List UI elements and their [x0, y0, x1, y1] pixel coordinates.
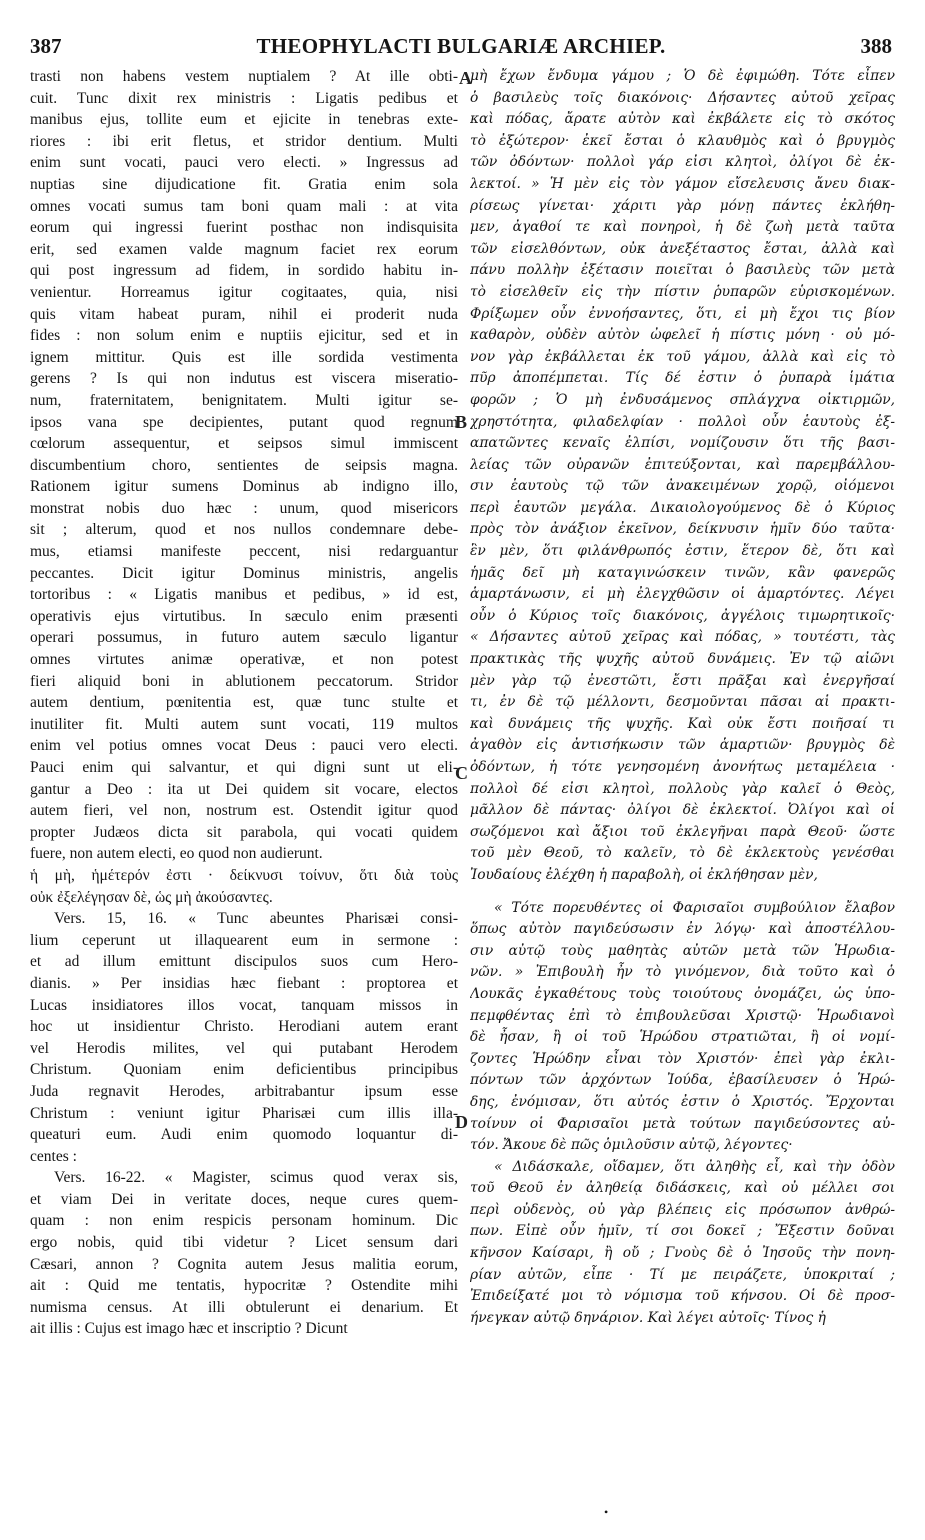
greek-text-line: μὲν γὰρ τῷ ἐνεστῶτι, ἔστι πρᾶξαι καὶ ἐνεργῆσαί: [470, 672, 895, 689]
latin-text-line: numisma census. At illi obtulerunt ei denarium. Et: [30, 1298, 458, 1316]
greek-text-line: τῶν ὀδόντων· πολλοὶ γάρ εἰσι κλητοὶ, ὀλίγοι δὲ ἐκ-: [470, 154, 895, 171]
latin-text-line: dianis. » Per insidias hæc fiebant : proptorea et: [30, 974, 458, 992]
greek-text-line: τὸ ἐξώτερον· ἐκεῖ ἔσται ὁ κλαυθμὸς καὶ ὁ βρυγμὸς: [470, 132, 895, 149]
latin-text-line: inutiliter fit. Multi autem sunt vocati, 119 multos: [30, 715, 458, 733]
latin-text-line: operativis ejus virtutibus. In sæculo enim præsenti: [30, 607, 458, 625]
latin-text-line: fuere, non autem electi, eo quod non audierunt.: [30, 845, 323, 863]
latin-text-line: manibus ejus, tollite eum et ejicite in tenebras exte-: [30, 111, 458, 129]
greek-text-line: πων. Εἰπὲ οὖν ἡμῖν, τί σοι δοκεῖ ; Ἔξεστιν δοῦναι: [470, 1223, 895, 1240]
greek-text-line: ἡμᾶς δεῖ μὴ καταγινώσκειν τινῶν, κἂν φανερῶς: [470, 564, 895, 581]
latin-text-line: riores : ibi erit fletus, et stridor dentium. Multi: [30, 132, 458, 150]
latin-text-line: operari possumus, in futuro autem sæculo ligantur: [30, 629, 458, 647]
latin-text-line: hoc ut insidientur Christo. Herodiani autem erant: [30, 1018, 458, 1036]
margin-marker-a: A: [459, 68, 472, 88]
greek-text-line: καὶ πόδας, ἄρατε αὐτὸν καὶ ἐκβάλετε εἰς τὸ σκότος: [470, 111, 895, 128]
greek-text-line: Φρίξωμεν οὖν ἐννοήσαντες, ὅτι, εἰ μὴ ἔχοι τις βίον: [470, 305, 895, 322]
greek-text-line: μὴ ἔχων ἔνδυμα γάμου ; Ὁ δὲ ἐφιμώθη. Τότε εἶπεν: [470, 68, 895, 84]
greek-text-line: τόν. Ἄκουε δὲ πῶς ὁμιλοῦσιν αὐτῷ, λέγοντες·: [470, 1137, 793, 1154]
latin-column: [30, 66, 458, 1340]
greek-text-line: σιν αὐτῷ τοὺς μαθητὰς αὐτῶν μετὰ τῶν Ἡρωδια-: [470, 942, 895, 959]
greek-text-line: μᾶλλον δὲ πάντας· ὀλίγοι δὲ ἐκλεκτοί. Ὀλίγοι καὶ οἱ: [470, 802, 895, 819]
greek-text-line: ὁ βασιλεὺς τοῖς διακόνοις· Δήσαντες αὐτοῦ χεῖρας: [470, 89, 895, 106]
latin-text-line: autem dentium, pœnitentia est, quæ tunc stulte et: [30, 694, 458, 712]
latin-text-line: ait : Quid me tentatis, hypocritæ ? Ostendite mihi: [30, 1277, 458, 1295]
greek-text-line: σωζόμενοι καὶ ἄξιοι τοῦ ἐκλεγῆναι παρὰ Θεοῦ· ὥστε: [470, 823, 895, 840]
greek-text-line: « Δήσαντες αὐτοῦ χεῖρας καὶ πόδας, » τουτέστι, τὰς: [470, 629, 895, 646]
latin-text-line: ipsos vana spe decipientes, putant quod regnum: [30, 413, 458, 431]
latin-text-line: autem fieri, vel non, nostrum est. Ostendit igitur quod: [30, 802, 458, 820]
greek-text-line: κῆνσον Καίσαρι, ἢ οὔ ; Γνοὺς δὲ ὁ Ἰησοῦς τὴν πονη-: [470, 1245, 895, 1262]
greek-text-line: τοῦ μὲν Θεοῦ, τὸ καλεῖν, τὸ δὲ ἐκλεκτοὺς γενέσθαι: [470, 845, 895, 862]
paragraph-gap: [470, 887, 895, 898]
greek-text-line: Ἰουδαίους ἐλέχθη ἡ παραβολὴ, οἱ ἐκλήθησαν μὲν,: [470, 866, 818, 883]
latin-text-line: qui post ingressum ad fidem, in sordido habitu in-: [30, 262, 458, 280]
latin-text-line: omnes vocati sumus tam boni quam mali : at vita: [30, 197, 458, 215]
greek-text-line: καθαρὸν, οὐδὲν αὐτὸν ὠφελεῖ ἡ πίστις μόνη · οὐ μό-: [470, 327, 895, 344]
latin-text-line: Juda regnavit Herodes, arbitrabantur ipsum esse: [30, 1082, 458, 1100]
running-title: THEOPHYLACTI BULGARIÆ ARCHIEP.: [256, 34, 666, 58]
latin-text-line: eorum qui ingressi fuerint posthac non indisquisita: [30, 219, 458, 237]
greek-text-line: ζοντες Ἡρώδην εἶναι τὸν Χριστόν· ἐπεὶ γὰρ ἐκλι-: [470, 1050, 895, 1067]
latin-text-line: quam : non enim respicis personam hominum. Dic: [30, 1212, 458, 1230]
greek-text-line: λεκτοί. » Ἡ μὲν εἰς τὸν γάμον εἴσελευσις ἄνευ διακ-: [470, 175, 895, 192]
latin-text-line: Cæsari, annon ? Cognita autem Jesus malitia eorum,: [30, 1255, 458, 1273]
greek-text-line: περὶ οὐδενὸς, οὐ γὰρ βλέπεις εἰς πρόσωπον ἀνθρώ-: [470, 1201, 895, 1218]
latin-text-line: fieri aliquid boni in ablutionem peccatorum. Stridor: [30, 672, 458, 690]
latin-text-line: propter Judæos dicta sit parabola, qui vocati quidem: [30, 823, 458, 841]
running-header: [30, 34, 892, 60]
greek-text-line: πῦρ ἀποπέμπεται. Τίς δέ ἐστιν ὁ ῥυπαρὰ ἱμάτια: [470, 370, 895, 387]
latin-text-line: enim sunt vocati, pauci vero electi. » Ingressus ad: [30, 154, 458, 172]
latin-text-line: num, fraternitatem, benignitatem. Multi igitur se-: [30, 391, 458, 409]
latin-text-line: erit, sed examen valde magnum faciet rex eorum: [30, 240, 458, 258]
latin-text-line: Pauci enim qui salvantur, et qui digni sunt ut eli-: [30, 759, 458, 776]
greek-text-line: μεν, ἀγαθοί τε καὶ πονηροὶ, ἡ δὲ ζωὴ μετὰ ταῦτα: [470, 219, 895, 236]
greek-text-line: απατῶντες κεναῖς ἐλπίσι, νομίζουσιν ὅτι τῆς βασι-: [470, 435, 895, 452]
latin-text-line: centes :: [30, 1147, 77, 1165]
latin-text-line: ait illis : Cujus est imago hæc et inscriptio ? Dicunt: [30, 1320, 348, 1338]
latin-text-line: sit ; alterum, quod et nos nullos condemnare debe-: [30, 521, 458, 539]
greek-text-line: « Διδάσκαλε, οἴδαμεν, ὅτι ἀληθὴς εἶ, καὶ τὴν ὁδὸν: [494, 1158, 895, 1175]
latin-text-line: et ad illum emittunt discipulos suos cum Hero-: [30, 953, 458, 971]
greek-text-line: φορῶν ; Ὁ μὴ ἐνδυσάμενος σπλάγχνα οἰκτιρμῶν,: [470, 391, 895, 408]
latin-text-line: peccantes. Dicit igitur Dominus ministris, angelis: [30, 564, 458, 582]
latin-text-line: gantur a Deo : ita ut Dei quidem sit vocare, electos: [30, 780, 458, 798]
latin-text-line: fides : non solum enim e nuptiis ejicitur, sed et in: [30, 327, 458, 345]
greek-text-line: ἁμαρτάνωσιν, εἰ μὴ ἐλεγχθῶσιν οἱ ἁμαρτόντες. Λέγει: [470, 586, 895, 603]
margin-marker-c: C: [455, 763, 468, 783]
greek-text-line: ήνεγκαν αὐτῷ δηνάριον. Καὶ λέγει αὐτοῖς· Τίνος ἡ: [470, 1309, 826, 1326]
latin-text-line: mus, etiamsi manifeste peccent, nisi redarguantur: [30, 543, 458, 561]
latin-text-line: Lucas insidiatores illos vocat, tanquam missos in: [30, 996, 458, 1014]
greek-text-line: πρακτικὰς τῆς ψυχῆς αὐτοῦ δυνάμεις. Ἐν τῷ αἰῶνι: [470, 651, 895, 668]
latin-text-line: οὐκ ἐξελέγησαν δὲ, ὡς μὴ ἀκούσαντες.: [30, 888, 273, 906]
margin-marker-b: B: [455, 412, 468, 432]
latin-text-line: Rationem igitur sumens Dominus ab indigno illo,: [30, 478, 458, 496]
greek-text-line: τοῦ Θεοῦ ἐν ἀληθείᾳ διδάσκεις, καὶ οὐ μέλλει σοι: [470, 1180, 895, 1197]
latin-text-line: discumbentium choro, sentientes de seipsis magna.: [30, 456, 458, 474]
greek-text-line: τὸ εἰσελθεῖν εἰς τὴν πίστιν ῥυπαρῶν εὑρισκομένων.: [470, 283, 895, 300]
latin-text-line: cœlorum assequentur, et seipsos simul immiscent: [30, 435, 458, 453]
greek-text-line: τοίνυν οἱ Φαρισαῖοι μετὰ τούτων παγιδεύσοντες αὐ-: [470, 1115, 895, 1132]
latin-text-line: ignem mittitur. Quis est ille sordida vestimenta: [30, 348, 458, 366]
greek-text-line: τῶν εἰσελθόντων, οὐκ ἀνεξέταστος ἔσται, ἀλλὰ καὶ: [470, 240, 895, 257]
greek-text-line: πάνυ πολλὴν ἐξέτασιν ποιεῖται ὁ βασιλεὺς τῶν μετὰ: [470, 262, 895, 279]
greek-text-line: οὖν ὁ Κύριος τοῖς διακόνοις, ἀγγέλοις τιμωρητικοῖς·: [470, 607, 895, 624]
greek-text-line: καὶ δυνάμεις τῆς ψυχῆς. Καὶ οὐκ ἔστι ποιῆσαί τι: [470, 715, 895, 732]
latin-text-line: ergo nobis, quid tibi videtur ? Licet sensum dari: [30, 1234, 458, 1252]
latin-text-line: queaturi eum. Audi enim quomodo loquantur di-: [30, 1126, 458, 1144]
greek-text-line: ὅπως αὐτὸν παγιδεύσωσιν ἐν λόγῳ· καὶ ἀποστέλλου-: [470, 921, 895, 938]
greek-text-line: τι, ἐν δὲ τῷ μέλλοντι, δεσμοῦνται πᾶσαι αἱ πρακτι-: [470, 694, 895, 711]
latin-text-line: tortoribus : « Ligatis manibus et pedibus, » id est,: [30, 586, 458, 604]
greek-text-line: σιν ἑαυτοὺς τῷ τῶν ἀνακειμένων χορῷ, οἰόμενοι: [470, 478, 895, 495]
greek-text-line: δὲ ἦσαν, ἢ οἱ τοῦ Ἡρώδου στρατιῶται, ἢ οἱ νομί-: [470, 1029, 895, 1046]
greek-text-line: νῶν. » Ἐπιβουλὴ ἦν τὸ γινόμενον, διὰ τοῦτο καὶ ὁ: [470, 964, 895, 981]
latin-text-line: Vers. 15, 16. « Tunc abeuntes Pharisæi consi-: [54, 910, 458, 928]
latin-text-line: vel Herodis milites, vel qui putabant Herodem: [30, 1039, 458, 1057]
latin-text-line: cuit. Tunc dixit rex ministris : Ligatis pedibus et: [30, 89, 458, 107]
greek-text-line: ρίαν αὐτῶν, εἶπε · Τί με πειράζετε, ὑποκριταί ;: [470, 1266, 895, 1283]
latin-text-line: nuptias sine dijudicatione fit. Gratia enim sola: [30, 175, 458, 193]
page-number-left: 387: [30, 34, 62, 58]
greek-text-line: Λουκᾶς ἐγκαθέτους τοὺς τοιούτους ὀνομάζει, ὡς ὑπο-: [470, 985, 895, 1002]
greek-text-line: χρηστότητα, φιλαδελφίαν · πολλοὶ οὖν ἑαυτοὺς ἐξ-: [470, 413, 895, 430]
latin-text-line: gerens ? Is qui non indutus est viscera miseratio-: [30, 370, 458, 388]
greek-text-line: ἀγαθὸν εἰς ἀντισήκωσιν τῶν ἁμαρτιῶν· βρυγμὸς δὲ: [470, 737, 895, 754]
latin-text-line: Christum : veniunt igitur Pharisæi cum illis illa-: [30, 1104, 458, 1122]
latin-text-line: lium ceperunt ut illaquearent eum in sermone :: [30, 931, 458, 949]
latin-text-line: omnes virtutes animæ operativæ, et non potest: [30, 651, 458, 669]
latin-text-line: trasti non habens vestem nuptialem ? At ille obti-: [30, 68, 458, 85]
margin-marker-d: D: [455, 1112, 468, 1132]
latin-text-line: et viam Dei in veritate doces, neque cures quem-: [30, 1190, 458, 1208]
page-mark: •: [604, 1505, 609, 1519]
greek-text-line: δης, ἐνόμισαν, ὅτι αὐτός ἐστιν ὁ Χριστός. Ἔρχονται: [470, 1093, 895, 1110]
greek-text-line: περὶ ἑαυτῶν μεγάλα. Δικαιολογούμενος δὲ ὁ Κύριος: [470, 499, 895, 516]
latin-text-line: enim vel potius omnes vocat Deus : pauci vero electi.: [30, 737, 458, 755]
greek-text-line: πόντων τῶν ἀρχόντων Ἰούδα, ἐβασίλευσεν ὁ Ἡρώ-: [470, 1072, 895, 1089]
greek-text-line: πολλοὶ δέ εἰσι κλητοὶ, πολλοὺς γὰρ καλεῖ ὁ Θεὸς,: [470, 780, 895, 797]
greek-column: [470, 66, 895, 1329]
greek-text-line: λείας τῶν οὐρανῶν ἐπιτεύξονται, καὶ παρεμβάλλου-: [470, 456, 895, 473]
latin-text-line: ἡ μὴ, ἡμέτερόν ἐστι · δείκνυσι τοίνυν, ὅτι διὰ τοὺς: [30, 866, 458, 884]
greek-text-line: ὀδόντων, ἡ τότε γενησομένη ἀνονήτως μεταμέλεια ·: [470, 759, 895, 775]
latin-text-line: Christum. Quoniam enim deficientibus principibus: [30, 1061, 458, 1079]
greek-text-line: ἓν μὲν, ὅτι φιλάνθρωπός ἐστιν, ἕτερον δὲ, ὅτι καὶ: [470, 543, 895, 560]
greek-text-line: νον γὰρ ἐκβάλλεται ἐκ τοῦ γάμου, ἀλλὰ καὶ εἰς τὸ: [470, 348, 895, 365]
latin-text-line: venientur. Horreamus igitur cogitaates, quia, nisi: [30, 283, 458, 301]
greek-text-line: πρὸς τὸν ἀνάξιον ἐκεῖνον, δείκνυσιν ἡμῖν δύο ταῦτα·: [470, 521, 895, 538]
latin-text-line: Vers. 16-22. « Magister, scimus quod verax sis,: [54, 1169, 458, 1187]
latin-text-line: monstrat nobis duo hæc : unum, quod misericors: [30, 499, 458, 517]
latin-text-line: quis vitam habeat puram, nihil ei proderit nuda: [30, 305, 458, 323]
greek-text-line: « Τότε πορευθέντες οἱ Φαρισαῖοι συμβούλιον ἔλαβον: [494, 899, 895, 916]
greek-text-line: ρίσεως γίνεται· χάριτι γὰρ μόνῃ πάντες ἐκλήθη-: [470, 197, 895, 214]
greek-text-line: Ἐπιδείξατέ μοι τὸ νόμισμα τοῦ κήνσου. Οἱ δὲ προσ-: [470, 1288, 895, 1305]
greek-text-line: πεμφθέντας ἐπὶ τὸ ἐπιβουλεῦσαι Χριστῷ· Ἡρωδιανοὶ: [470, 1007, 895, 1024]
page-number-right: 388: [860, 34, 892, 58]
